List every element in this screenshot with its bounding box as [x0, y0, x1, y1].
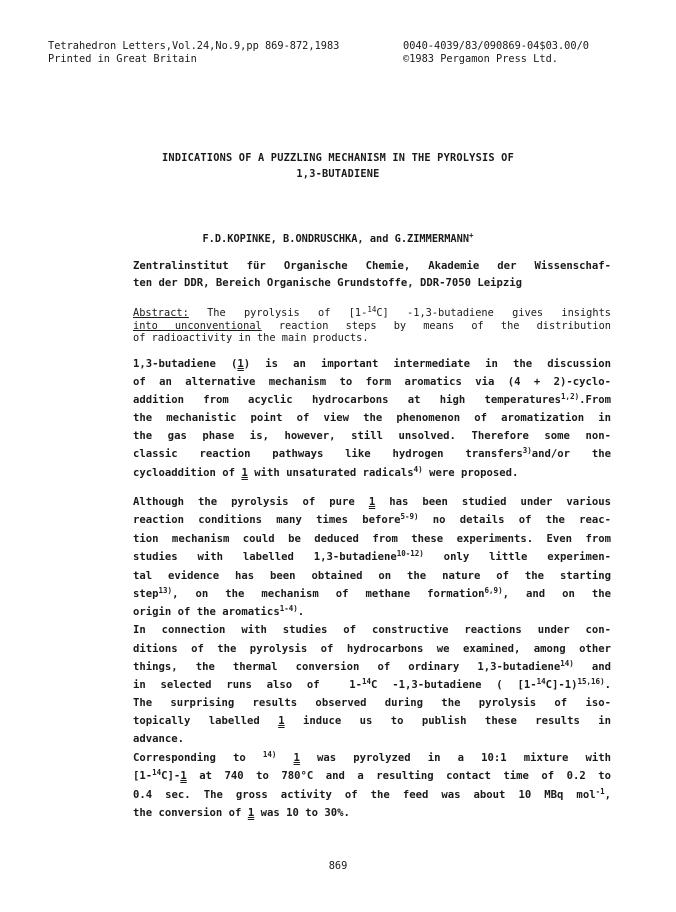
p2-line-2: reaction conditions many times before$^{5-9)}$ no details of the reac-	[133, 512, 611, 526]
p3-line-2: ditions of the pyrolysis of hydrocarbons we examined, among other	[133, 643, 611, 655]
author-names: F.D.KOPINKE, B.ONDRUSCHKA, and G.ZIMMERMANN	[202, 233, 470, 245]
affiliation-line-1: Zentralinstitut für Organische Chemie, Akademie der Wissenschaf-	[133, 260, 611, 272]
compound-1-ref: 1	[278, 715, 285, 727]
compound-1-ref: 1	[368, 496, 376, 508]
p1-line-7: cycloaddition of 1 with unsaturated radicals$^{4)}$ were proposed.	[133, 465, 519, 479]
compound-1-ref: 1	[241, 467, 248, 479]
p2-line-5: tal evidence has been obtained on the nature of the starting	[133, 570, 611, 582]
paper-title-line-2: 1,3-BUTADIENE	[296, 168, 380, 180]
p3-line-1: In connection with studies of constructive reactions under con-	[133, 624, 611, 636]
p2-line-7: origin of the aromatics$^{1-4)}$.	[133, 604, 305, 618]
p3-line-4: in selected runs also of 1-$^{14}$C -1,3-butadiene ( [1-$^{14}$C]-1)$^{15,16)}$.	[133, 677, 611, 691]
p1-line-2: of an alternative mechanism to form aromatics via (4 + 2)-cyclo-	[133, 376, 611, 388]
author-mark: +	[469, 231, 474, 240]
p1-line-5: the gas phase is, however, still unsolved. Therefore some non-	[133, 430, 611, 442]
abstract-line-2: into unconventional reaction steps by means of the distribution	[133, 320, 611, 332]
p1-line-1: 1,3-butadiene (1) is an important intermediate in the discussion	[133, 358, 611, 370]
compound-1-ref: 1	[247, 807, 255, 819]
p3-line-7: advance.	[133, 733, 185, 745]
affiliation-line-2: ten der DDR, Bereich Organische Grundstoffe, DDR-7050 Leipzig	[133, 277, 523, 289]
p2-line-3: tion mechanism could be deduced from these experiments. Even from	[133, 533, 611, 545]
abstract-line-3: of radioactivity in the main products.	[133, 332, 369, 344]
p4-line-3: 0.4 sec. The gross activity of the feed was about 10 MBq mol$^{-1}$,	[133, 787, 611, 801]
p3-line-3: things, the thermal conversion of ordinary 1,3-butadiene$^{14)}$ and	[133, 659, 612, 673]
p3-line-6: topically labelled 1 induce us to publish these results in	[133, 715, 611, 727]
compound-1-ref: 1	[237, 358, 244, 370]
p1-line-6: classic reaction pathways like hydrogen transfers$^{3)}$and/or the	[133, 446, 611, 460]
p2-line-1: Although the pyrolysis of pure 1 has been studied under various	[133, 496, 612, 508]
compound-1-ref: 1	[293, 752, 300, 764]
p4-line-4: the conversion of 1 was 10 to 30%.	[133, 807, 350, 819]
abstract-label: Abstract:	[133, 307, 189, 319]
abstract-line-1: Abstract: The pyrolysis of [1-$^{14}$C] -1,3-butadiene gives insights	[133, 305, 611, 319]
p2-line-4: studies with labelled 1,3-butadiene$^{10-12)}$ only little experimen-	[133, 549, 611, 563]
printed-in: Printed in Great Britain	[48, 53, 197, 65]
p1-line-4: the mechanistic point of view the phenomenon of aromatization in	[133, 412, 611, 424]
issn-code: 0040-4039/83/090869-04$03.00/0	[403, 40, 589, 52]
p3-line-5: The surprising results observed during the pyrolysis of iso-	[133, 697, 611, 709]
page-number: 869	[328, 860, 348, 872]
authors	[0, 233, 676, 245]
p4-line-2: [1-$^{14}$C]-1 at 740 to 780°C and a resulting contact time of 0.2 to	[133, 768, 611, 782]
compound-1-ref: 1	[180, 770, 187, 782]
p4-line-1: Corresponding to $^{14)}$ 1 was pyrolyzed in a 10:1 mixture with	[133, 750, 611, 764]
p1-line-3: addition from acyclic hydrocarbons at high temperatures$^{1,2)}$.From	[133, 392, 611, 406]
journal-citation: Tetrahedron Letters,Vol.24,No.9,pp 869-872,1983	[48, 40, 340, 52]
copyright: ©1983 Pergamon Press Ltd.	[403, 53, 558, 65]
p2-line-6: step$^{13)}$, on the mechanism of methane formation$^{6,9)}$, and on the	[133, 586, 611, 600]
paper-title-line-1: INDICATIONS OF A PUZZLING MECHANISM IN THE PYROLYSIS OF	[162, 152, 514, 164]
